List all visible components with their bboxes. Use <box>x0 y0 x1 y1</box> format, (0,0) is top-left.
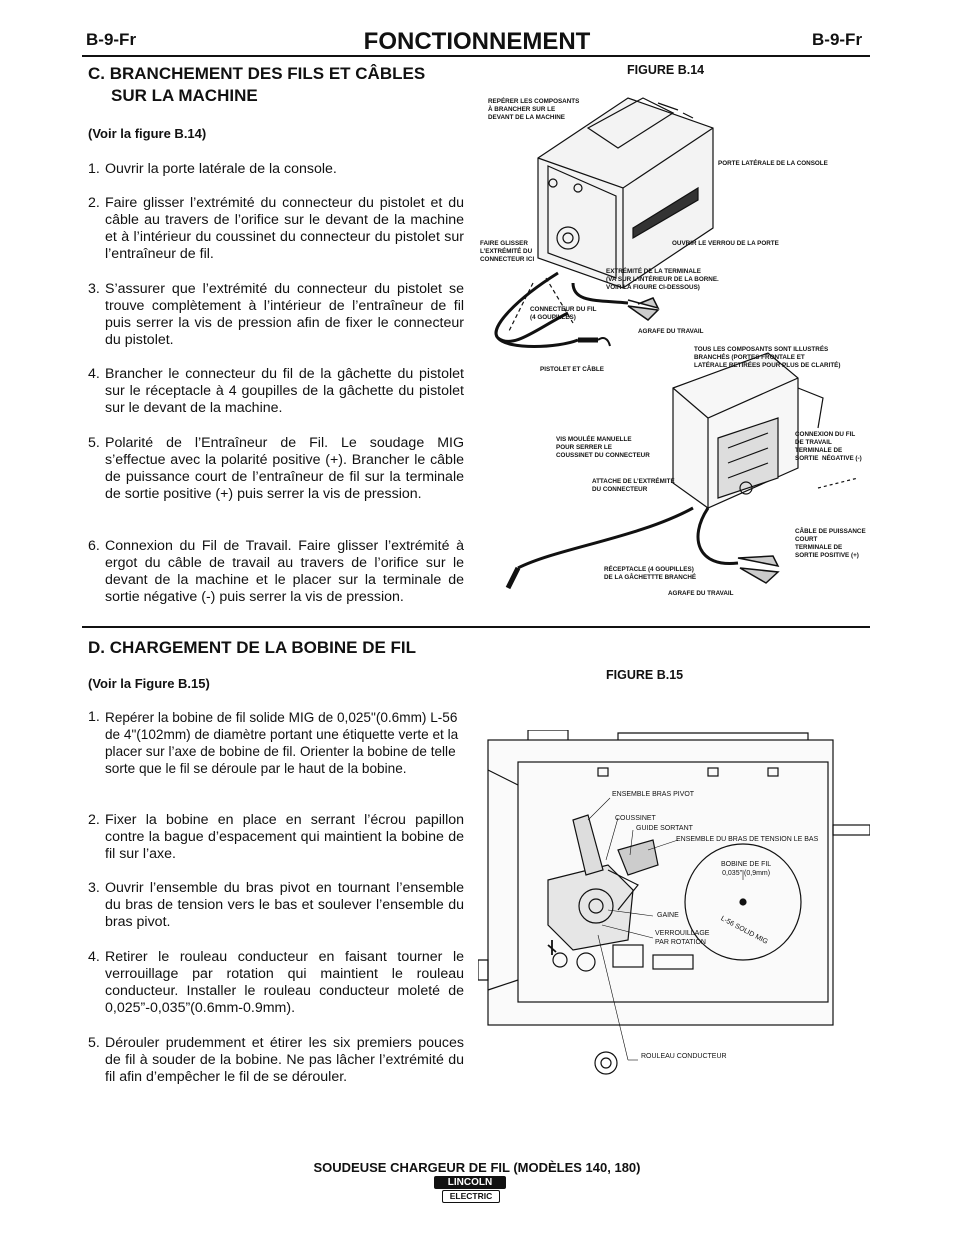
list-item: 3. S’assurer que l’extrémité du connecteur du pistolet se trouve complètement à l’intérieur de l’entraîneur de fil puis serrer la vis de pression afin de fixer le connecteur du pistolet. <box>88 281 464 348</box>
callout-tous: TOUS LES COMPOSANTS SONT ILLUSTRÉS BRANCHÉS (PORTES FRONTALE ET LATÉRALE RETIRÉES POUR PLUS DE CLARITÉ) <box>694 346 841 369</box>
lincoln-electric-logo <box>434 1176 510 1204</box>
callout-porte: PORTE LATÉRALE DE LA CONSOLE <box>718 160 828 167</box>
spool-label: L-56 SOLID MIG <box>719 915 769 946</box>
section-c-heading: C. BRANCHEMENT DES FILS ET CÂBLES SUR LA MACHINE <box>88 64 426 105</box>
callout-receptacle: RÉCEPTACLE (4 GOUPILLES) DE LA GÂCHETTTE BRANCHÉ <box>604 566 697 581</box>
footer-model: SOUDEUSE CHARGEUR DE FIL (MODÈLES 140, 180) <box>313 1160 641 1175</box>
figure-b15 <box>478 730 870 1090</box>
figure-b14-label: FIGURE B.14 <box>627 63 705 77</box>
callout-attache: ATTACHE DE L’EXTRÉMITÉ DU CONNECTEUR <box>592 478 675 493</box>
list-item: 1. Repérer la bobine de fil solide MIG de 0,025"(0.6mm) L-56 de 4"(102mm) de diamètre portant une étiquette verte et la placer sur l’axe de bobine de fil. Orienter la bobine de telle sorte que le fil se déroule par le haut de la bobine. <box>88 709 459 776</box>
logo-top: LINCOLN <box>434 1176 506 1189</box>
callout-verrouillage: VERROUILLAGE PAR ROTATION <box>655 930 710 946</box>
list-item: 4. Retirer le rouleau conducteur en faisant tourner le verrouillage par rotation qui maintient le rouleau conducteur. Installer le rouleau conducteur moleté de 0,025”-0,035”(0.6mm-0.9mm). <box>88 949 464 1016</box>
section-d-figure-ref: (Voir la Figure B.15) <box>88 676 210 691</box>
list-item: 1. Ouvrir la porte latérale de la console. <box>88 161 337 177</box>
section-rule <box>82 626 870 628</box>
list-item: 2. Faire glisser l’extrémité du connecteur du pistolet et du câble au travers de l’orifice sur le devant de la machine et à l’intérieur du coussinet du connecteur du pistolet sur l’entraîneur de fil. <box>88 195 464 262</box>
wire-drive-illustration <box>478 730 870 1090</box>
header-rule <box>82 55 870 57</box>
callout-guide: GUIDE SORTANT <box>636 825 693 832</box>
section-d-heading: D. CHARGEMENT DE LA BOBINE DE FIL <box>88 638 417 657</box>
callout-vis: VIS MOULÉE MANUELLE POUR SERRER LE COUSSINET DU CONNECTEUR <box>556 436 650 459</box>
page-code-right: B-9-Fr <box>812 30 863 49</box>
list-item: 5. Polarité de l’Entraîneur de Fil. Le soudage MIG s’effectue avec la polarité positive (+). Brancher le câble de puissance court de l’entraîneur de fil sur la terminale de sortie positive (+) puis serrer la vis de pression. <box>88 435 464 502</box>
callout-faire-glisser: FAIRE GLISSER L’EXTRÉMITÉ DU CONNECTEUR ICI <box>480 240 535 263</box>
callout-cable: CÂBLE DE PUISSANCE COURT TERMINALE DE SORTIE POSITIVE (+) <box>795 528 866 559</box>
callout-rouleau: ROULEAU CONDUCTEUR <box>641 1053 727 1060</box>
list-item: 6. Connexion du Fil de Travail. Faire glisser l’extrémité à ergot du câble de travail au travers de l’orifice sur le devant de la machine et le placer sur la terminale de sortie négative (-) puis serrer la vis de pression. <box>88 538 464 605</box>
callout-bobine: BOBINE DE FIL 0,035" (0,9mm) <box>721 861 772 877</box>
list-item: 4. Brancher le connecteur du fil de la gâchette du pistolet sur le réceptacle à 4 goupilles de la gâchette du pistolet sur le devant de la machine. <box>88 366 464 416</box>
callout-reperer: REPÉRER LES COMPOSANTS À BRANCHER SUR LE DEVANT DE LA MACHINE <box>488 98 580 121</box>
callout-agrafe-2: AGRAFE DU TRAVAIL <box>668 590 734 597</box>
list-item: 2. Fixer la bobine en place en serrant l’écrou papillon contre la bague d’espacement qui maintient la bobine de fil sur l’axe. <box>88 812 464 862</box>
figure-b14 <box>478 88 866 606</box>
callout-ouvrir: OUVRIR LE VERROU DE LA PORTE <box>672 240 779 247</box>
page-code-left: B-9-Fr <box>86 30 137 49</box>
callout-extremite: EXTRÉMITÉ DE LA TERMINALE (VA SUR L’INTÉRIEUR DE LA BORNE. VOIR LA FIGURE CI-DESSOUS) <box>606 268 719 291</box>
list-item: 3. Ouvrir l’ensemble du bras pivot en tournant l’ensemble du bras de tension vers le bas et soulever l’ensemble du bras pivot. <box>88 880 464 930</box>
callout-coussinet: COUSSINET <box>615 815 656 822</box>
page-title: FONCTIONNEMENT <box>363 28 591 55</box>
callout-connexion: CONNEXION DU FIL DE TRAVAIL TERMINALE DE SORTIE NÉGATIVE (-) <box>795 431 862 462</box>
list-item: 5. Dérouler prudemment et étirer les six premiers pouces de fil à souder de la bobine. Ne pas lâcher l’extrémité du fil afin d’empêcher le fil de se dérouler. <box>88 1035 464 1085</box>
callout-connecteur: CONNECTEUR DU FIL (4 GOUPILLES) <box>530 306 597 321</box>
callout-tension: ENSEMBLE DU BRAS DE TENSION LE BAS <box>676 836 819 843</box>
callout-gaine: GAINE <box>657 912 679 919</box>
callout-pistolet: PISTOLET ET CÂBLE <box>540 366 604 373</box>
section-c-figure-ref: (Voir la figure B.14) <box>88 126 207 141</box>
logo-bottom: ELECTRIC <box>442 1190 500 1203</box>
callout-agrafe-1: AGRAFE DU TRAVAIL <box>638 328 704 335</box>
callout-bras-pivot: ENSEMBLE BRAS PIVOT <box>612 791 695 798</box>
figure-b15-label: FIGURE B.15 <box>606 668 684 682</box>
